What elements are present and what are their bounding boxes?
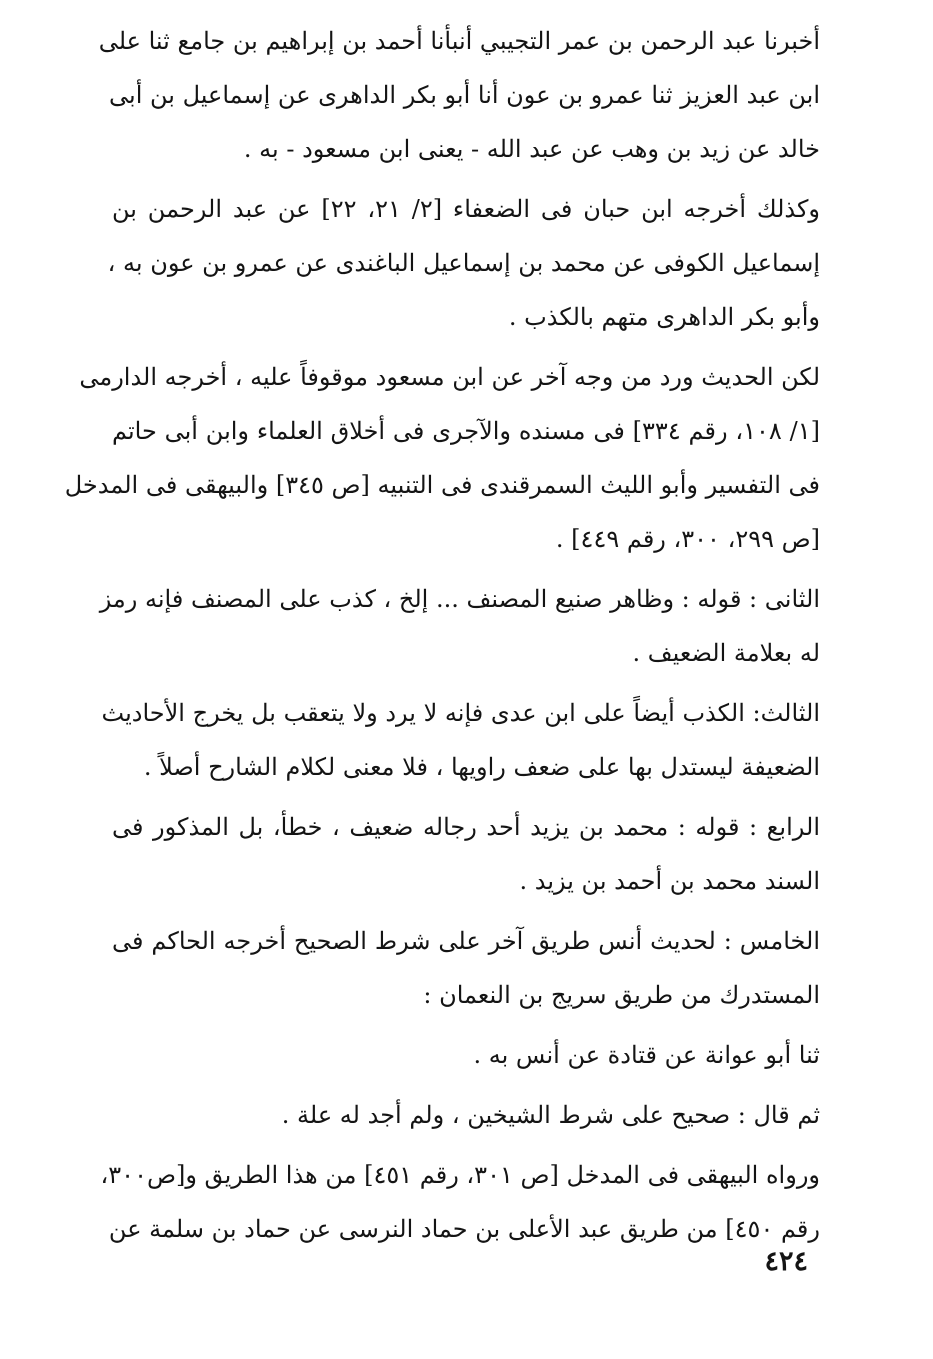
text-line: وأبو بكر الداهرى متهم بالكذب .: [508, 303, 820, 331]
text-line: ورواه البيهقى فى المدخل [ص ٣٠١، رقم ٤٥١] من هذا الطريق و[ص٣٠٠،: [100, 1161, 820, 1189]
text-line: وكذلك أخرجه ابن حبان فى الضعفاء [٢/ ٢١، ٢٢] عن عبد الرحمن بن: [112, 195, 821, 223]
text-line: الرابع : قوله : محمد بن يزيد أحد رجاله ضعيف ، خطأ، بل المذكور فى: [112, 813, 820, 841]
text-line: السند محمد بن أحمد بن يزيد .: [519, 867, 820, 895]
paragraph-abu-awana: [112, 1028, 820, 1082]
text-line: له بعلامة الضعيف .: [632, 639, 820, 667]
text-line: الخامس : لحديث أنس طريق آخر على شرط الصحيح أخرجه الحاكم فى: [112, 927, 820, 955]
paragraph-hakim-verdict: [112, 1088, 820, 1142]
text-line: أخبرنا عبد الرحمن بن عمر التجيبي أنبأنا أحمد بن إبراهيم بن جامع ثنا على: [98, 27, 820, 55]
text-line: فى التفسير وأبو الليث السمرقندى فى التنبيه [ص ٣٤٥] والبيهقى فى المدخل: [64, 471, 820, 499]
text-line: لكن الحديث ورد من وجه آخر عن ابن مسعود موقوفاً عليه ، أخرجه الدارمى: [79, 363, 820, 391]
text-line: الثالث: الكذب أيضاً على ابن عدى فإنه لا يرد ولا يتعقب بل يخرج الأحاديث: [101, 699, 820, 727]
text-line: ابن عبد العزيز ثنا عمرو بن عون أنا أبو بكر الداهرى عن إسماعيل بن أبى: [109, 81, 820, 109]
text-line: [١/ ١٠٨، رقم ٣٣٤] فى مسنده والآجرى فى أخلاق العلماء وابن أبى حاتم: [112, 417, 820, 445]
text-line: رقم ٤٥٠] من طريق عبد الأعلى بن حماد النرسى عن حماد بن سلمة عن: [108, 1215, 820, 1243]
text-line: ثنا أبو عوانة عن قتادة عن أنس به .: [473, 1041, 820, 1069]
paragraph-ibn-hibban: [107, 182, 821, 344]
text-line: خالد عن زيد بن وهب عن عبد الله - يعنى ابن مسعود - به .: [243, 135, 820, 163]
paragraph-fifth: [112, 914, 820, 1022]
text-line: الثانى : قوله : وظاهر صنيع المصنف ... إلخ ، كذب على المصنف فإنه رمز: [99, 585, 820, 613]
text-line: الضعيفة ليستدل بها على ضعف راويها ، فلا معنى لكلام الشارح أصلاً .: [143, 753, 820, 781]
text-line: ثم قال : صحيح على شرط الشيخين ، ولم أجد له علة .: [281, 1101, 820, 1129]
paragraph-bayhaqi: [100, 1148, 820, 1256]
page-body: [64, 14, 821, 1262]
paragraph-second: [99, 572, 820, 680]
paragraph-mawquf: [64, 350, 820, 566]
page-number: ٤٢٤: [764, 1246, 808, 1277]
text-line: إسماعيل الكوفى عن محمد بن إسماعيل الباغندى عن عمرو بن عون به ،: [107, 249, 820, 277]
text-line: المستدرك من طريق سريج بن النعمان :: [423, 981, 820, 1009]
text-line: [ص ٢٩٩، ٣٠٠، رقم ٤٤٩] .: [555, 525, 820, 553]
paragraph-third: [101, 686, 820, 794]
paragraph-isnad: [98, 14, 820, 176]
paragraph-fourth: [112, 800, 820, 908]
